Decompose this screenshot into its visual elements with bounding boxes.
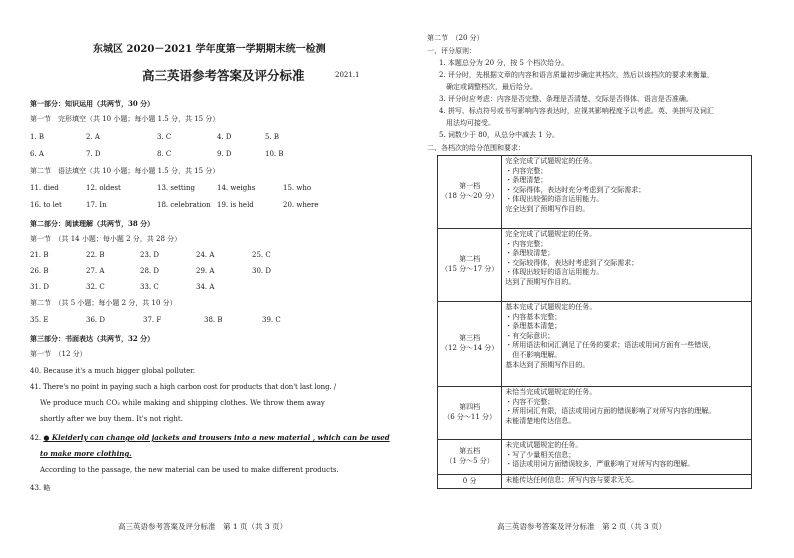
answer-item: 1. B [30, 133, 45, 141]
criteria-line: 未完成试题规定的任务。 [505, 441, 583, 449]
criteria-line: ・内容基本完整； [505, 312, 562, 321]
answer-item: 28. D [140, 267, 159, 275]
principle-5: 5. 词数少于 80，从总分中减去 1 分。 [439, 131, 559, 139]
level-cell [438, 440, 502, 475]
answer-item: 30. D [252, 267, 271, 275]
answer-item: 19. is held [217, 201, 254, 209]
criteria-line: 但不影响理解。 [505, 350, 562, 359]
answer-item: 2. A [86, 133, 100, 141]
criteria-line: ・体现出较强的语言运用能力。 [505, 195, 604, 204]
level-name: 0 分 [462, 476, 477, 485]
principle-3: 3. 评分时应考虑：内容是否完整、条理是否清楚、交际是否得体、语言是否准确。 [439, 95, 693, 103]
answer-key-page-2 [397, 0, 794, 558]
criteria-line: ・写了少量相关信息； [505, 450, 576, 459]
table-row [438, 387, 752, 440]
criteria-line: 未恰当完成试题规定的任务。 [505, 388, 597, 396]
level-name: 第四档 [459, 403, 481, 412]
answer-42-line-2: to make more clothing. [40, 449, 132, 458]
level-criteria [502, 302, 752, 387]
answer-item: 29. A [196, 267, 215, 275]
level-cell [438, 387, 502, 440]
answer-item: 13. setting [157, 184, 195, 192]
criteria-line: ・条理较清楚； [505, 249, 555, 258]
level-range: （1 分～5 分） [445, 457, 494, 465]
grammar-heading: 第二节 语法填空（共 10 小题；每小题 1.5 分，共 15 分） [30, 167, 220, 175]
level-cell [438, 302, 502, 387]
level-range: （6 分～11 分） [443, 413, 497, 421]
criteria-line: ・条理基本清楚； [505, 322, 562, 331]
level-cell [438, 229, 502, 302]
level-name: 第二档 [459, 255, 481, 264]
answer-item: 8. C [157, 150, 172, 158]
level-criteria [502, 475, 752, 489]
level-criteria [502, 156, 752, 229]
page-footer: 高三英语参考答案及评分标准 第 2 页（共 3 页） [497, 522, 667, 531]
answer-item: 26. B [30, 267, 49, 275]
answer-41-line-2: We produce much CO₂ while making and shipping clothes. We throw them away [40, 399, 325, 407]
answer-item: 17. In [86, 201, 107, 209]
answer-item: 7. D [86, 150, 101, 158]
answer-43: 43. 略 [30, 484, 51, 492]
scoring-levels-table [437, 155, 752, 489]
answer-42-number: 42. [30, 434, 44, 442]
criteria-line: ・体现出较好的语言运用能力。 [505, 268, 604, 277]
answer-item: 32. C [86, 283, 105, 291]
criteria-line: ・内容完整； [505, 166, 548, 175]
answer-42-line-1 [30, 433, 390, 443]
principle-2-cont: 确定或调整档次，最后给分。 [439, 83, 537, 91]
answer-item: 24. A [196, 251, 215, 259]
answer-41-line-3: shortly after we buy them. It's not right. [40, 415, 183, 423]
table-row [438, 475, 752, 489]
criteria-line: ・所用语法和词汇满足了任务的要求；语法或用词方面有一些错误， [505, 341, 716, 350]
answer-item: 3. C [157, 133, 172, 141]
criteria-line: 基本达到了预期写作目的。 [505, 360, 590, 369]
principles-heading: 一、评分原则： [427, 47, 476, 55]
level-cell [438, 156, 502, 229]
level-range: （18 分～20 分） [441, 192, 499, 200]
criteria-line: ・内容不完整； [505, 397, 555, 406]
answer-item: 20. where [283, 201, 319, 209]
answer-item: 22. B [86, 251, 105, 259]
levels-heading: 二、各档次的给分范围和要求： [427, 144, 525, 152]
table-row [438, 440, 752, 475]
answer-item: 5. B [265, 133, 280, 141]
page-footer: 高三英语参考答案及评分标准 第 1 页（共 3 页） [118, 522, 288, 531]
answer-item: 14. weighs [217, 184, 256, 192]
reading-heading-1: 第一节 （共 14 小题；每小题 2 分，共 28 分） [30, 235, 182, 243]
level-range: （15 分～17 分） [441, 265, 499, 273]
answer-42-line-3: According to the passage, the new material can be used to make different products. [40, 466, 339, 474]
principle-4-cont: 用法均可接受。 [439, 119, 495, 127]
part1-heading: 第一部分：知识运用（共两节，30 分） [30, 99, 155, 108]
principle-4: 4. 拼写、标点符号或书写影响内容表达时，应视其影响程度予以考虑。英、美拼写及词汇 [439, 107, 714, 115]
criteria-line: 未能传达任何信息；所写内容与要求无关。 [505, 476, 639, 484]
answer-item: 35. E [30, 316, 49, 324]
part3-heading: 第三部分：书面表达（共两节，32 分） [30, 334, 155, 343]
level-range: （12 分～14 分） [441, 344, 499, 352]
answer-40: 40. Because it's a much bigger global polluter. [30, 367, 196, 375]
answer-item: 31. D [30, 283, 49, 291]
answer-item: 36. D [86, 316, 105, 324]
answer-item: 38. B [204, 316, 223, 324]
level-cell [438, 475, 502, 489]
answer-item: 37. F [143, 316, 162, 324]
principle-1: 1. 本题总分为 20 分，按 5 个档次给分。 [439, 59, 569, 67]
table-row [438, 229, 752, 302]
criteria-line: 未能清楚地传达信息。 [505, 416, 576, 425]
cloze-heading: 第一节 完形填空（共 10 小题；每小题 1.5 分，共 15 分） [30, 115, 220, 123]
criteria-line: 完全达到了预期写作目的。 [505, 204, 590, 213]
answer-item: 25. C [252, 251, 271, 259]
criteria-line: ・有交际意识； [505, 331, 555, 340]
answer-item: 21. B [30, 251, 49, 259]
criteria-line: ・条理清楚； [505, 176, 548, 185]
answer-41-line-1: 41. There's no point in paying such a high carbon cost for products that don't last long. / [30, 383, 336, 391]
level-name: 第一档 [459, 182, 481, 191]
answer-item: 39. C [262, 316, 281, 324]
answer-item: 11. died [30, 184, 59, 192]
answer-item: 23. D [140, 251, 159, 259]
writing-section2-heading: 第二节 （20 分） [427, 34, 484, 42]
table-row [438, 156, 752, 229]
criteria-line: ・交际较得体，表达时考虑到了交际需求； [505, 258, 639, 267]
criteria-line: ・所用词汇有限，语法或用词方面的错误影响了对所写内容的理解。 [505, 407, 716, 416]
answer-item: 4. D [217, 133, 232, 141]
table-row [438, 302, 752, 387]
level-name: 第五档 [459, 447, 481, 456]
level-criteria [502, 440, 752, 475]
criteria-line: 达到了预期写作目的。 [505, 277, 576, 286]
answer-item: 33. C [140, 283, 159, 291]
answer-item: 34. A [196, 283, 215, 291]
writing-section1-heading: 第一节 （12 分） [30, 350, 87, 358]
exam-date: 2021.1 [335, 71, 360, 79]
answer-item: 9. D [217, 150, 232, 158]
answer-42-sentence: ● Kleiderly can change old jackets and trousers into a new material , which can be used [43, 433, 390, 442]
answer-item: 18. celebration [157, 201, 211, 209]
level-name: 第三档 [459, 334, 481, 343]
reading-heading-2: 第二节 （共 5 小题；每小题 2 分，共 10 分） [30, 299, 177, 307]
answer-item: 6. A [30, 150, 44, 158]
criteria-line: 基本完成了试题规定的任务。 [505, 303, 597, 311]
answer-item: 12. oldest [86, 184, 121, 192]
criteria-line: ・交际得体，表达时充分考虑到了交际需求； [505, 185, 646, 194]
criteria-line: ・语法或用词方面错误较多，严重影响了对所写内容的理解。 [505, 460, 695, 469]
answer-item: 27. A [86, 267, 105, 275]
criteria-line: 完全完成了试题规定的任务。 [505, 230, 597, 238]
answer-key-title: 高三英语参考答案及评分标准 [142, 68, 305, 83]
principle-2: 2. 评分时，先根据文章的内容和语言质量初步确定其档次，然后以该档次的要求来衡量， [439, 71, 714, 79]
answer-item: 15. who [283, 184, 312, 192]
part2-heading: 第二部分：阅读理解（共两节，38 分） [30, 219, 155, 228]
level-criteria [502, 229, 752, 302]
answer-item: 10. B [265, 150, 284, 158]
criteria-line: ・内容完整； [505, 239, 548, 248]
exam-title: 东城区 2020－2021 学年度第一学期期末统一检测 [93, 44, 326, 55]
answer-item: 16. to let [30, 201, 62, 209]
criteria-line: 完全完成了试题规定的任务。 [505, 157, 597, 165]
level-criteria [502, 387, 752, 440]
